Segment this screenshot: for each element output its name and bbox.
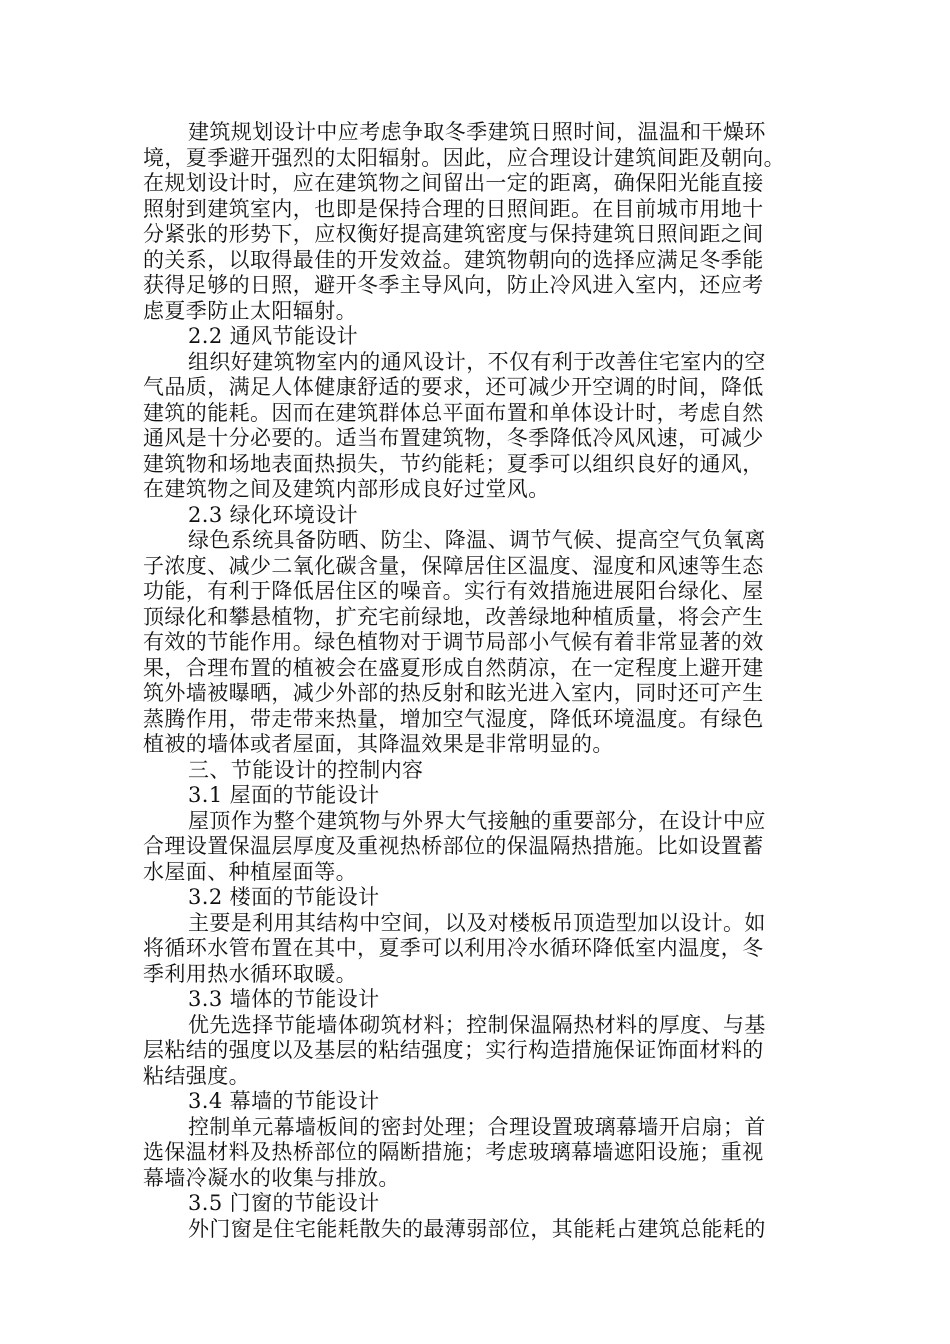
text-line: 将循环水管布置在其中，夏季可以利用冷水循环降低室内温度，冬 [143, 936, 764, 960]
text-line: 在规划设计时，应在建筑物之间留出一定的距离，确保阳光能直接 [143, 171, 764, 195]
text-line: 主要是利用其结构中空间，以及对楼板吊顶造型加以设计。如 [188, 910, 766, 935]
text-line: 优先选择节能墙体砌筑材料；控制保温隔热材料的厚度、与基 [188, 1012, 766, 1037]
section-heading: 2.2 通风节能设计 [188, 324, 359, 348]
text-line: 气品质，满足人体健康舒适的要求，还可减少开空调的时间，降低 [143, 375, 764, 399]
text-line: 虑夏季防止太阳辐射。 [143, 298, 357, 323]
text-line: 果，合理布置的植被会在盛夏形成自然荫凉，在一定程度上避开建 [143, 655, 764, 680]
text-line: 植被的墙体或者屋面，其降温效果是非常明显的。 [143, 732, 614, 756]
text-line: 合理设置保温层厚度及重视热桥部位的保温隔热措施。比如设置蓄 [143, 834, 764, 858]
section-heading: 3.3 墙体的节能设计 [188, 987, 380, 1011]
text-line: 蒸腾作用，带走带来热量，增加空气湿度，降低环境温度。有绿色 [143, 706, 764, 731]
text-line: 组织好建筑物室内的通风设计，不仅有利于改善住宅室内的空 [188, 349, 766, 374]
section-heading: 三、节能设计的控制内容 [188, 757, 424, 782]
text-line: 屋顶作为整个建筑物与外界大气接触的重要部分，在设计中应 [188, 808, 766, 833]
text-line: 获得足够的日照，避开冬季主导风向，防止冷风进入室内，还应考 [143, 273, 764, 297]
text-line: 层粘结的强度以及基层的粘结强度；实行构造措施保证饰面材料的 [143, 1038, 764, 1062]
text-line: 控制单元幕墙板间的密封处理；合理设置玻璃幕墙开启扇；首 [188, 1114, 766, 1139]
text-line: 照射到建筑室内，也即是保持合理的日照间距。在目前城市用地十 [143, 196, 764, 221]
document-body [143, 120, 807, 1242]
section-heading: 2.3 绿化环境设计 [188, 502, 359, 527]
text-line: 通风是十分必要的。适当布置建筑物，冬季降低冷风风速，可减少 [143, 426, 764, 450]
text-line: 建筑规划设计中应考虑争取冬季建筑日照时间，温温和干燥环 [188, 120, 766, 144]
text-line: 建筑物和场地表面热损失，节约能耗；夏季可以组织良好的通风， [143, 451, 764, 476]
text-line: 分紧张的形势下，应权衡好提高建筑密度与保持建筑日照间距之间 [143, 222, 764, 246]
text-line: 绿色系统具备防晒、防尘、降温、调节气候、提高空气负氧离 [188, 528, 766, 552]
text-line: 有效的节能作用。绿色植物对于调节局部小气候有着非常显著的效 [143, 630, 764, 654]
text-line: 顶绿化和攀悬植物，扩充宅前绿地，改善绿地种植质量，将会产生 [143, 604, 764, 629]
text-line: 季利用热水循环取暖。 [143, 961, 357, 986]
text-line: 建筑的能耗。因而在建筑群体总平面布置和单体设计时，考虑自然 [143, 400, 764, 425]
text-line: 筑外墙被曝晒，减少外部的热反射和眩光进入室内，同时还可产生 [143, 681, 764, 705]
section-heading: 3.2 楼面的节能设计 [188, 885, 380, 909]
text-line: 幕墙冷凝水的收集与排放。 [143, 1165, 400, 1190]
text-line: 粘结强度。 [143, 1063, 250, 1088]
section-heading: 3.5 门窗的节能设计 [188, 1191, 380, 1215]
text-line: 在建筑物之间及建筑内部形成良好过堂风。 [143, 477, 550, 501]
section-heading: 3.4 幕墙的节能设计 [188, 1089, 380, 1113]
text-line: 外门窗是住宅能耗散失的最薄弱部位，其能耗占建筑总能耗的 [188, 1216, 766, 1241]
section-heading: 3.1 屋面的节能设计 [188, 783, 380, 807]
text-line: 功能，有利于降低居住区的噪音。实行有效措施进展阳台绿化、屋 [143, 579, 764, 603]
text-line: 境，夏季避开强烈的太阳辐射。因此，应合理设计建筑间距及朝向。 [143, 145, 785, 170]
text-line: 的关系，以取得最佳的开发效益。建筑物朝向的选择应满足冬季能 [143, 247, 764, 272]
text-line: 水屋面、种植屋面等。 [143, 859, 357, 884]
text-line: 选保温材料及热桥部位的隔断措施；考虑玻璃幕墙遮阳设施；重视 [143, 1140, 764, 1164]
text-line: 子浓度、减少二氧化碳含量，保障居住区温度、湿度和风速等生态 [143, 553, 764, 578]
